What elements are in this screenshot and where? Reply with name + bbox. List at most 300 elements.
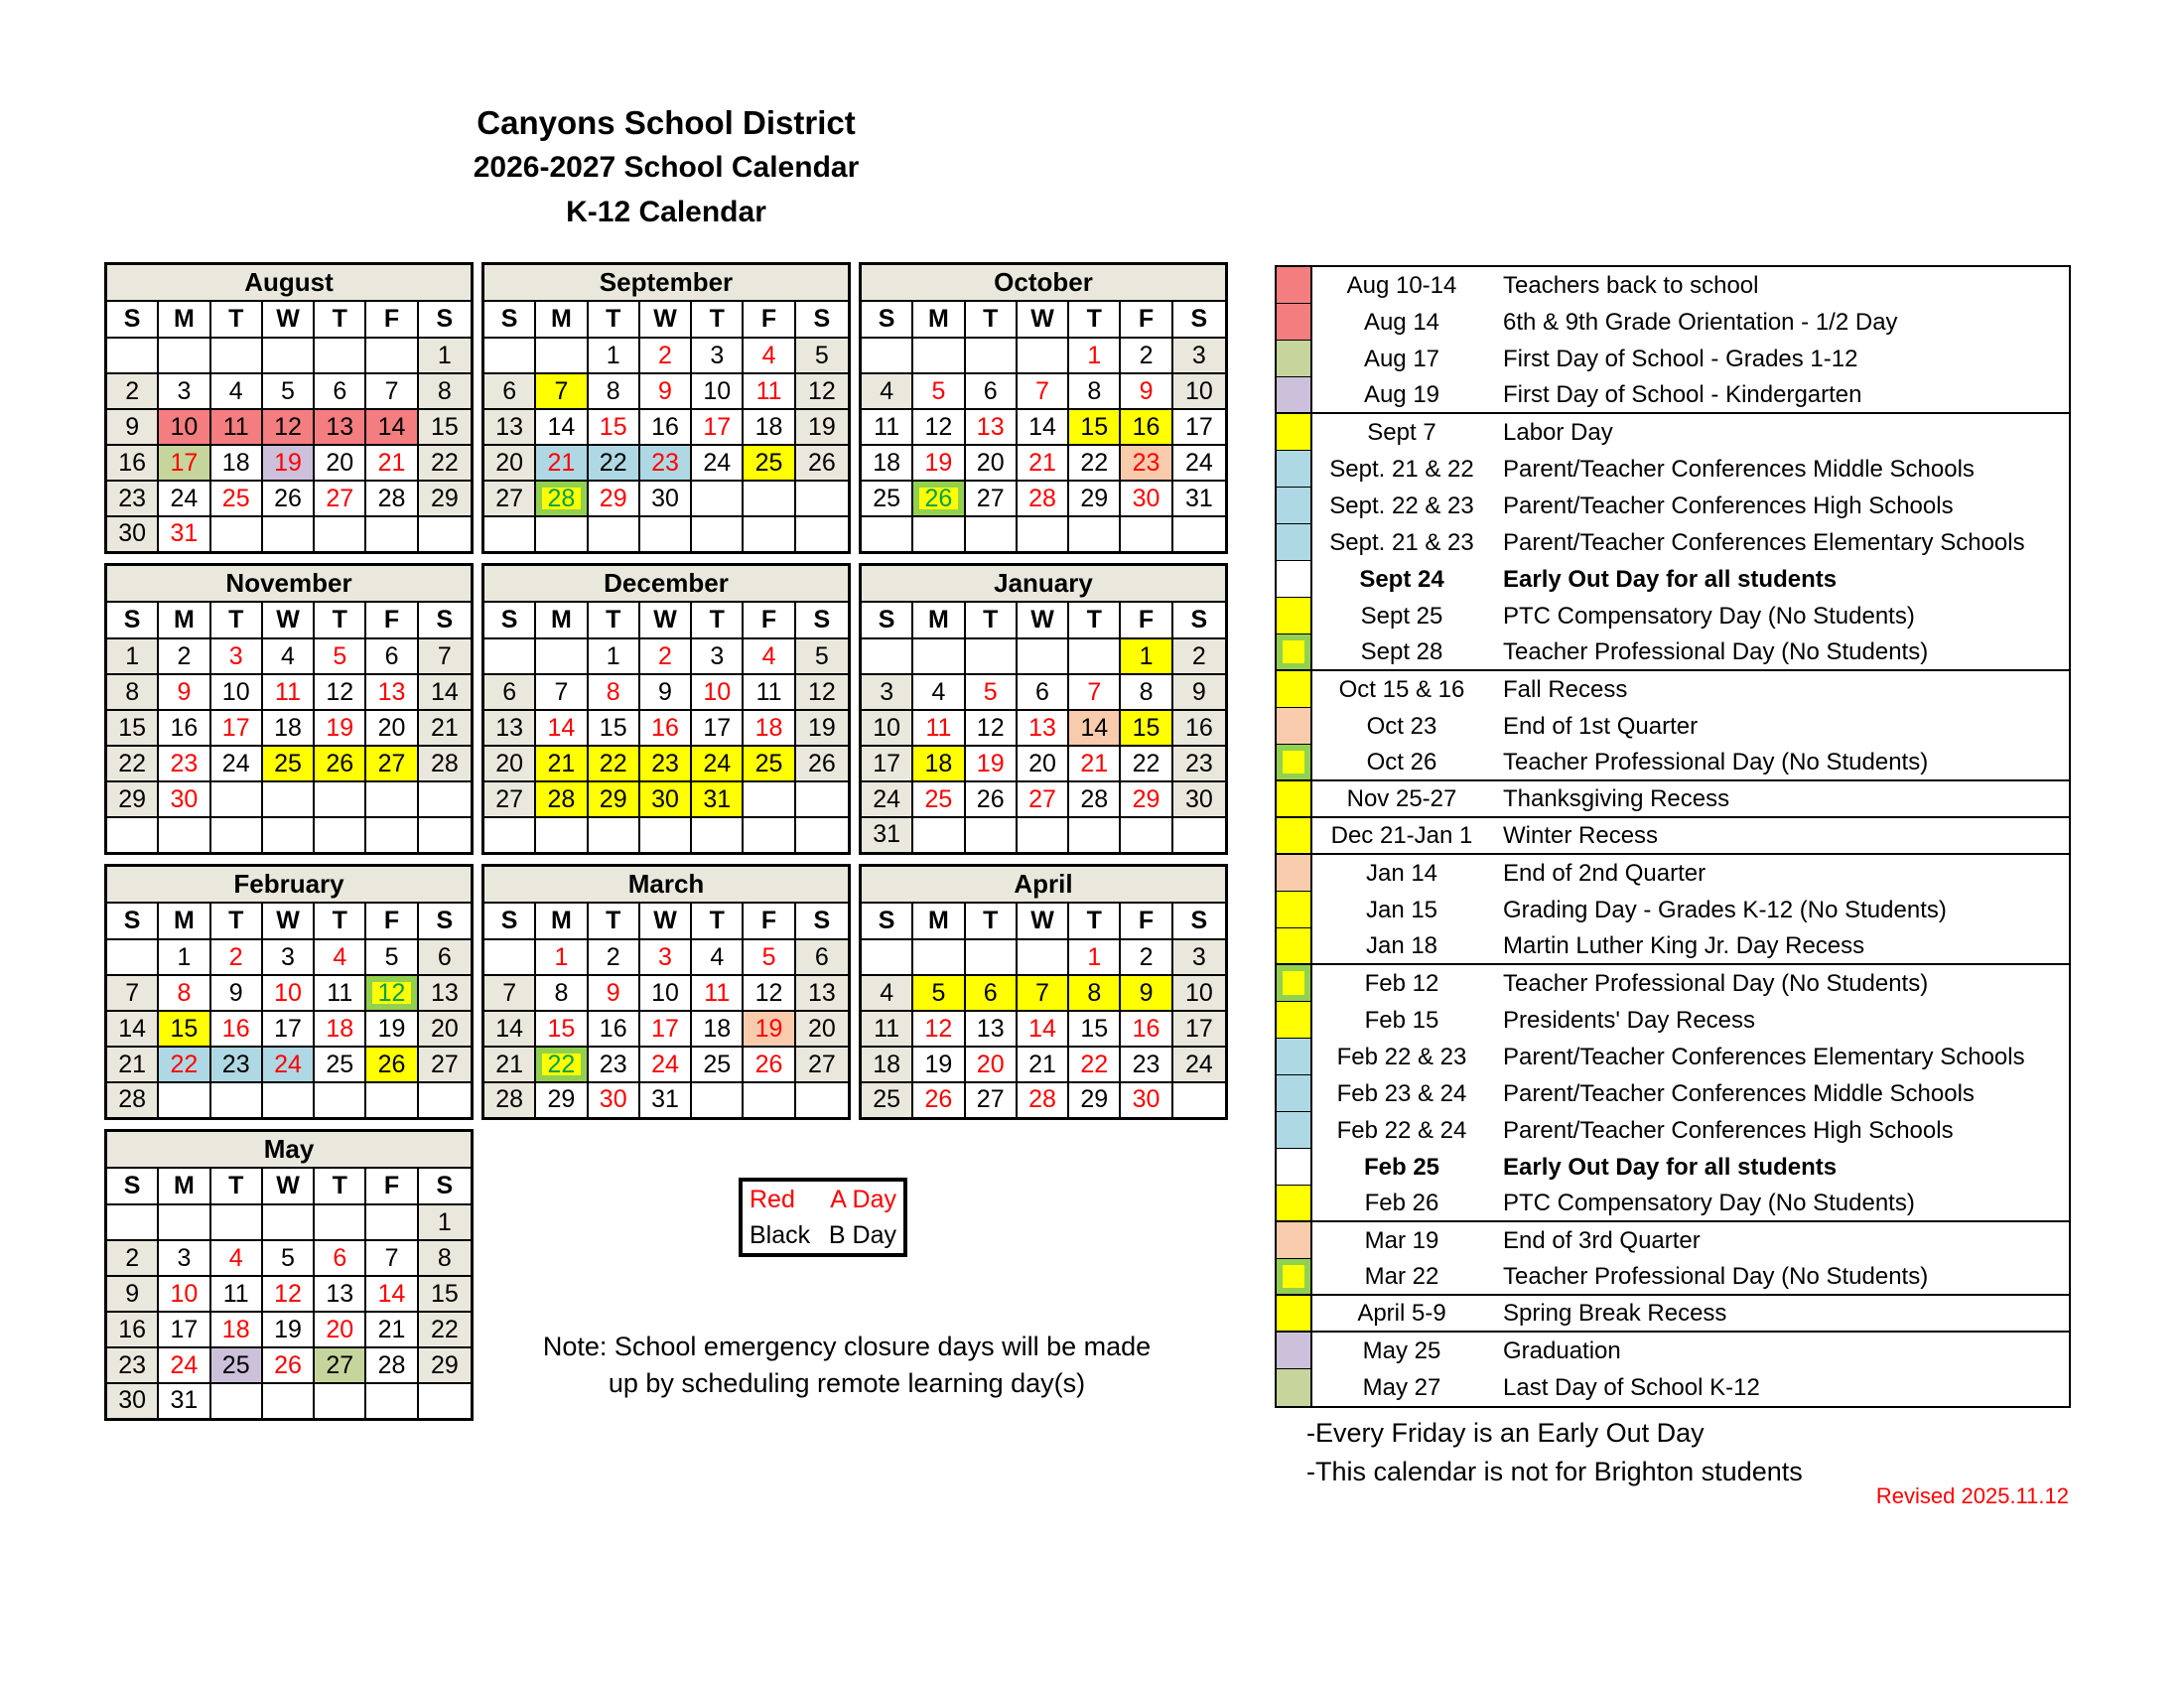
legend-color-swatch: [1277, 928, 1312, 963]
day-cell: 27: [796, 1048, 848, 1081]
legend-row: [1277, 488, 2069, 524]
day-cell: 26: [796, 446, 848, 480]
week-row: [107, 818, 471, 852]
empty-day-cell: [744, 482, 795, 515]
legend-date: Mar 22: [1364, 1262, 1439, 1290]
empty-day-cell: [159, 818, 210, 852]
weekday-label: T: [966, 904, 1018, 938]
legend-color-swatch: [1277, 377, 1312, 412]
legend-date: Mar 19: [1364, 1226, 1439, 1254]
day-cell: 24: [862, 782, 913, 816]
day-cell: 30: [1121, 482, 1172, 515]
weekday-label: M: [159, 1169, 210, 1203]
weekday-label: S: [107, 904, 159, 938]
empty-day-cell: [1121, 517, 1172, 551]
week-row: [107, 482, 471, 517]
empty-day-cell: [211, 339, 263, 372]
day-cell: 31: [862, 818, 913, 852]
day-cell: 20: [796, 1012, 848, 1046]
day-cell: 15: [1121, 711, 1172, 745]
legend-row: [1277, 671, 2069, 708]
day-cell: 5: [913, 976, 965, 1010]
empty-day-cell: [913, 818, 965, 852]
legend-row: [1277, 1222, 2069, 1259]
day-cell: 6: [966, 976, 1018, 1010]
legend-row: [1277, 745, 2069, 781]
day-cell: 22: [589, 446, 640, 480]
empty-day-cell: [862, 639, 913, 673]
day-cell: 9: [640, 374, 692, 408]
day-cell: 18: [692, 1012, 744, 1046]
day-cell: 20: [484, 446, 536, 480]
day-cell: 14: [366, 1277, 418, 1311]
day-cell: 12: [315, 675, 366, 709]
week-row: [484, 976, 848, 1012]
weekday-label: M: [913, 904, 965, 938]
empty-day-cell: [1018, 517, 1069, 551]
legend-table: [1275, 265, 2071, 1408]
day-cell: 5: [366, 940, 418, 974]
day-cell: 10: [692, 675, 744, 709]
day-cell: 23: [107, 1348, 159, 1382]
day-cell: 19: [913, 1048, 965, 1081]
empty-day-cell: [159, 339, 210, 372]
empty-day-cell: [484, 818, 536, 852]
weekday-label: W: [1018, 302, 1069, 337]
legend-color-swatch: [1277, 781, 1312, 816]
legend-row: [1277, 781, 2069, 818]
empty-day-cell: [419, 782, 471, 816]
day-cell: 12: [263, 410, 315, 444]
day-cell: 29: [419, 482, 471, 515]
legend-row: [1277, 1333, 2069, 1369]
day-cell: 17: [692, 711, 744, 745]
day-cell: 9: [1121, 976, 1172, 1010]
day-cell: 3: [862, 675, 913, 709]
legend-description: Parent/Teacher Conferences High Schools: [1503, 492, 1954, 519]
day-cell: 14: [419, 675, 471, 709]
day-cell: 2: [107, 1241, 159, 1275]
day-cell: 24: [159, 482, 210, 515]
weekday-label: S: [1173, 904, 1225, 938]
weekday-label: M: [536, 302, 588, 337]
day-cell: 4: [744, 639, 795, 673]
day-cell: 30: [640, 482, 692, 515]
day-cell: 19: [315, 711, 366, 745]
day-cell: 7: [366, 1241, 418, 1275]
legend-description: Spring Break Recess: [1503, 1299, 1727, 1327]
day-cell: 31: [692, 782, 744, 816]
day-cell: 19: [796, 410, 848, 444]
empty-day-cell: [1018, 818, 1069, 852]
empty-day-cell: [366, 517, 418, 551]
empty-day-cell: [366, 782, 418, 816]
legend-row: [1277, 1002, 2069, 1039]
day-cell: 27: [366, 747, 418, 780]
month-november: [104, 563, 474, 855]
legend-color-swatch: [1277, 1369, 1312, 1406]
empty-day-cell: [1069, 639, 1121, 673]
empty-day-cell: [263, 818, 315, 852]
weekday-label: F: [744, 302, 795, 337]
legend-date: Sept 25: [1360, 602, 1443, 630]
day-cell: 4: [913, 675, 965, 709]
week-row: [107, 1083, 471, 1117]
legend-color-swatch: [1277, 1002, 1312, 1039]
week-row: [484, 374, 848, 410]
day-cell: 5: [796, 339, 848, 372]
day-cell: 7: [1018, 374, 1069, 408]
legend-color-swatch: [1277, 892, 1312, 928]
empty-day-cell: [796, 818, 848, 852]
week-row: [484, 639, 848, 675]
empty-day-cell: [589, 517, 640, 551]
week-row: [107, 1205, 471, 1241]
legend-row: [1277, 598, 2069, 634]
weekday-label: F: [744, 904, 795, 938]
day-cell: 9: [107, 1277, 159, 1311]
day-cell: 17: [263, 1012, 315, 1046]
day-cell: 30: [107, 1384, 159, 1418]
legend-date: Sept 7: [1367, 418, 1436, 446]
day-cell: 14: [107, 1012, 159, 1046]
day-cell: 20: [315, 446, 366, 480]
day-cell: 30: [1173, 782, 1225, 816]
empty-day-cell: [159, 1083, 210, 1117]
weekday-label: F: [366, 1169, 418, 1203]
weekday-label: S: [484, 302, 536, 337]
legend-color-swatch: [1277, 561, 1312, 598]
day-cell: 16: [159, 711, 210, 745]
legend-color-swatch: [1277, 267, 1312, 304]
day-cell: 17: [159, 446, 210, 480]
day-cell: 28: [536, 482, 588, 515]
weekday-label: S: [419, 302, 471, 337]
day-cell: 26: [263, 1348, 315, 1382]
day-cell: 1: [107, 639, 159, 673]
day-cell: 23: [640, 446, 692, 480]
empty-day-cell: [263, 1205, 315, 1239]
empty-day-cell: [107, 339, 159, 372]
empty-day-cell: [484, 339, 536, 372]
week-row: [107, 747, 471, 782]
day-cell: 29: [536, 1083, 588, 1117]
day-cell: 16: [589, 1012, 640, 1046]
empty-day-cell: [107, 818, 159, 852]
day-cell: 10: [1173, 976, 1225, 1010]
empty-day-cell: [263, 339, 315, 372]
empty-day-cell: [263, 517, 315, 551]
empty-day-cell: [366, 818, 418, 852]
day-cell: 21: [419, 711, 471, 745]
legend-color-swatch: [1277, 1039, 1312, 1075]
title-block: [104, 103, 1228, 230]
month-title: November: [107, 566, 471, 603]
empty-day-cell: [966, 818, 1018, 852]
day-cell: 7: [484, 976, 536, 1010]
legend-description: End of 3rd Quarter: [1503, 1226, 1701, 1254]
month-title: October: [862, 265, 1225, 302]
empty-day-cell: [913, 639, 965, 673]
day-cell: 26: [744, 1048, 795, 1081]
day-cell: 1: [1121, 639, 1172, 673]
legend-description: PTC Compensatory Day (No Students): [1503, 602, 1915, 630]
legend-date: Feb 23 & 24: [1336, 1079, 1467, 1107]
day-cell: 3: [640, 940, 692, 974]
day-cell: 11: [862, 1012, 913, 1046]
empty-day-cell: [692, 517, 744, 551]
day-cell: 19: [366, 1012, 418, 1046]
empty-day-cell: [211, 782, 263, 816]
day-cell: 8: [1069, 374, 1121, 408]
day-cell: 3: [159, 374, 210, 408]
month-title: April: [862, 867, 1225, 904]
legend-row: [1277, 1039, 2069, 1075]
day-cell: 11: [692, 976, 744, 1010]
day-cell: 3: [211, 639, 263, 673]
day-cell: 24: [1173, 446, 1225, 480]
day-cell: 21: [536, 747, 588, 780]
weekday-label: M: [913, 603, 965, 637]
day-cell: 21: [1018, 446, 1069, 480]
empty-day-cell: [263, 1384, 315, 1418]
legend-row: [1277, 1075, 2069, 1112]
empty-day-cell: [862, 517, 913, 551]
legend-color-swatch: [1277, 965, 1312, 1002]
legend-description: Teacher Professional Day (No Students): [1503, 969, 1929, 997]
month-march: [481, 864, 851, 1120]
weekday-label: T: [315, 302, 366, 337]
day-cell: 8: [159, 976, 210, 1010]
day-cell: 25: [211, 482, 263, 515]
day-cell: 17: [1173, 1012, 1225, 1046]
legend-description: Thanksgiving Recess: [1503, 784, 1730, 812]
day-cell: 7: [536, 374, 588, 408]
day-cell: 20: [315, 1313, 366, 1346]
day-cell: 26: [315, 747, 366, 780]
weekday-label: F: [366, 904, 418, 938]
week-row: [862, 482, 1225, 517]
day-cell: 21: [1018, 1048, 1069, 1081]
day-cell: 3: [692, 639, 744, 673]
weekday-header-row: [107, 302, 471, 339]
weekday-label: T: [315, 1169, 366, 1203]
week-row: [107, 782, 471, 818]
day-cell: 15: [419, 1277, 471, 1311]
weekday-label: T: [211, 603, 263, 637]
legend-row: [1277, 451, 2069, 488]
week-row: [484, 517, 848, 551]
week-row: [107, 1313, 471, 1348]
day-cell: 8: [1121, 675, 1172, 709]
day-cell: 6: [315, 374, 366, 408]
day-cell: 15: [1069, 1012, 1121, 1046]
day-cell: 28: [1069, 782, 1121, 816]
legend-row: [1277, 341, 2069, 377]
day-cell: 7: [536, 675, 588, 709]
empty-day-cell: [966, 940, 1018, 974]
day-cell: 14: [1018, 1012, 1069, 1046]
day-cell: 4: [862, 976, 913, 1010]
day-cell: 15: [419, 410, 471, 444]
week-row: [484, 940, 848, 976]
day-cell: 22: [1069, 446, 1121, 480]
weekday-label: W: [640, 603, 692, 637]
week-row: [862, 976, 1225, 1012]
weekday-label: F: [366, 603, 418, 637]
day-cell: 25: [692, 1048, 744, 1081]
ab-key-day-label: B Day: [828, 1221, 896, 1249]
day-cell: 9: [107, 410, 159, 444]
calendar-year-subtitle: 2026-2027 School Calendar: [473, 151, 860, 184]
weekday-label: F: [744, 603, 795, 637]
legend-description: End of 1st Quarter: [1503, 712, 1699, 740]
empty-day-cell: [315, 782, 366, 816]
day-cell: 17: [640, 1012, 692, 1046]
empty-day-cell: [796, 782, 848, 816]
day-cell: 25: [862, 1083, 913, 1117]
week-row: [107, 976, 471, 1012]
week-row: [107, 374, 471, 410]
day-cell: 10: [211, 675, 263, 709]
empty-day-cell: [315, 517, 366, 551]
legend-row: [1277, 267, 2069, 304]
day-cell: 23: [640, 747, 692, 780]
legend-date: Sept. 21 & 22: [1329, 455, 1474, 483]
day-cell: 5: [913, 374, 965, 408]
legend-date: Feb 12: [1364, 969, 1439, 997]
legend-description: Presidents' Day Recess: [1503, 1006, 1756, 1034]
day-cell: 15: [107, 711, 159, 745]
legend-row: [1277, 1259, 2069, 1296]
weekday-label: S: [862, 904, 913, 938]
day-cell: 27: [315, 1348, 366, 1382]
week-row: [862, 782, 1225, 818]
day-cell: 8: [589, 374, 640, 408]
day-cell: 12: [744, 976, 795, 1010]
day-cell: 18: [744, 410, 795, 444]
empty-day-cell: [315, 1083, 366, 1117]
day-cell: 25: [211, 1348, 263, 1382]
legend-row: [1277, 524, 2069, 561]
empty-day-cell: [536, 517, 588, 551]
month-january: [859, 563, 1228, 855]
empty-day-cell: [484, 940, 536, 974]
legend-date: Sept 28: [1360, 637, 1443, 665]
ab-key-day-label: A Day: [830, 1186, 896, 1213]
day-cell: 3: [692, 339, 744, 372]
day-cell: 26: [263, 482, 315, 515]
week-row: [107, 639, 471, 675]
week-row: [107, 711, 471, 747]
day-cell: 11: [913, 711, 965, 745]
empty-day-cell: [744, 517, 795, 551]
legend-row: [1277, 1369, 2069, 1406]
day-cell: 28: [107, 1083, 159, 1117]
day-cell: 21: [107, 1048, 159, 1081]
weekday-label: F: [1121, 603, 1172, 637]
legend-date: Oct 26: [1366, 748, 1437, 775]
day-cell: 5: [744, 940, 795, 974]
week-row: [107, 940, 471, 976]
day-cell: 25: [744, 747, 795, 780]
emergency-closure-note: [541, 1329, 1153, 1402]
day-cell: 14: [536, 711, 588, 745]
day-cell: 30: [640, 782, 692, 816]
day-cell: 28: [1018, 1083, 1069, 1117]
legend-color-swatch: [1277, 1296, 1312, 1331]
day-cell: 12: [263, 1277, 315, 1311]
legend-description: Labor Day: [1503, 418, 1613, 446]
legend-row: [1277, 855, 2069, 892]
day-cell: 6: [796, 940, 848, 974]
day-cell: 4: [692, 940, 744, 974]
legend-color-swatch: [1277, 341, 1312, 377]
day-cell: 10: [1173, 374, 1225, 408]
day-cell: 21: [366, 446, 418, 480]
week-row: [484, 1083, 848, 1117]
legend-description: Grading Day - Grades K-12 (No Students): [1503, 896, 1947, 923]
day-cell: 20: [484, 747, 536, 780]
legend-date: Jan 14: [1365, 859, 1438, 887]
weekday-label: S: [1173, 603, 1225, 637]
day-cell: 16: [640, 711, 692, 745]
day-cell: 13: [419, 976, 471, 1010]
legend-color-swatch: [1277, 598, 1312, 634]
legend-row: [1277, 928, 2069, 965]
day-cell: 11: [744, 675, 795, 709]
weekday-header-row: [107, 904, 471, 940]
empty-day-cell: [263, 782, 315, 816]
footnotes: [1306, 1414, 1803, 1491]
weekday-label: T: [1069, 904, 1121, 938]
legend-row: [1277, 1296, 2069, 1333]
weekday-label: T: [692, 302, 744, 337]
calendar-type-subtitle: K-12 Calendar: [566, 196, 766, 228]
day-cell: 26: [796, 747, 848, 780]
day-cell: 18: [862, 446, 913, 480]
day-cell: 2: [1173, 639, 1225, 673]
empty-day-cell: [211, 1384, 263, 1418]
weekday-label: T: [211, 302, 263, 337]
month-title: September: [484, 265, 848, 302]
empty-day-cell: [536, 639, 588, 673]
day-cell: 10: [640, 976, 692, 1010]
legend-color-swatch: [1277, 1112, 1312, 1149]
day-cell: 8: [589, 675, 640, 709]
week-row: [862, 675, 1225, 711]
weekday-label: W: [640, 302, 692, 337]
day-cell: 15: [589, 410, 640, 444]
empty-day-cell: [419, 517, 471, 551]
weekday-label: W: [263, 603, 315, 637]
week-row: [107, 339, 471, 374]
weekday-label: S: [796, 302, 848, 337]
day-cell: 30: [1121, 1083, 1172, 1117]
weekday-header-row: [107, 603, 471, 639]
empty-day-cell: [1018, 339, 1069, 372]
weekday-label: W: [1018, 904, 1069, 938]
legend-color-swatch: [1277, 855, 1312, 892]
empty-day-cell: [913, 517, 965, 551]
legend-date: Feb 22 & 24: [1336, 1116, 1467, 1144]
empty-day-cell: [692, 1083, 744, 1117]
day-cell: 6: [966, 374, 1018, 408]
day-cell: 14: [484, 1012, 536, 1046]
day-cell: 5: [263, 374, 315, 408]
day-cell: 28: [419, 747, 471, 780]
legend-date: Oct 15 & 16: [1338, 675, 1465, 703]
